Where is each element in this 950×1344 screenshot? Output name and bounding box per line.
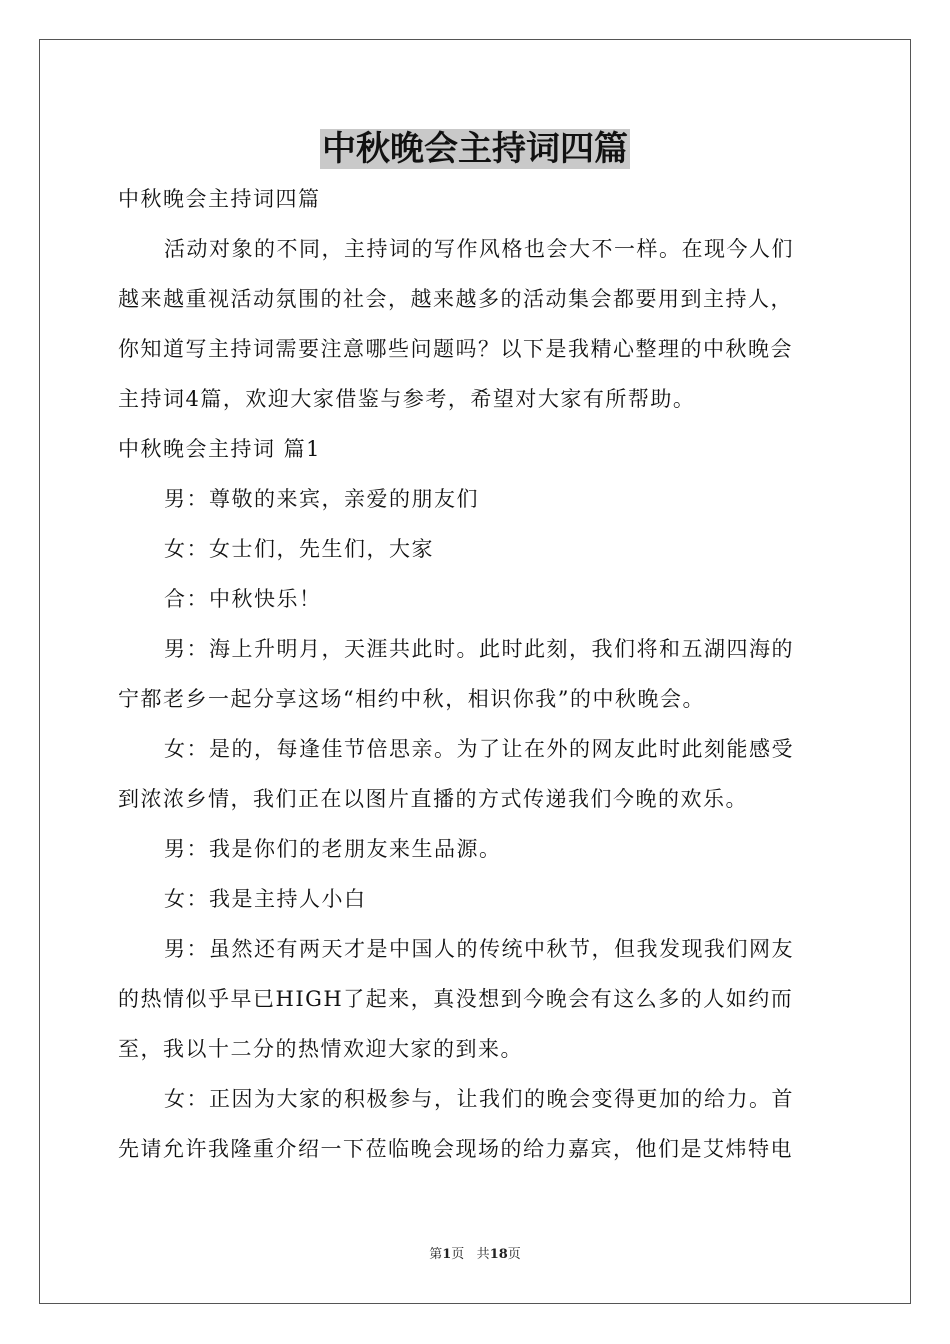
page-footer (0, 1246, 950, 1264)
intro-line: 主持词4篇，欢迎大家借鉴与参考，希望对大家有所帮助。 (118, 387, 696, 411)
total-prefix: 共 (476, 1247, 490, 1262)
dialogue-line: 宁都老乡一起分享这场“相约中秋，相识你我”的中秋晚会。 (118, 687, 705, 711)
dialogue-line: 先请允许我隆重介绍一下莅临晚会现场的给力嘉宾，他们是艾炜特电 (118, 1137, 793, 1161)
dialogue-line: 的热情似乎早已HIGH了起来，真没想到今晚会有这么多的人如约而 (118, 987, 794, 1011)
page-prefix: 第 (429, 1247, 443, 1262)
total-pages: 18 (489, 1247, 508, 1262)
page-number: 1 (442, 1247, 452, 1262)
page-suffix: 页 (451, 1247, 465, 1262)
dialogue-line: 男：虽然还有两天才是中国人的传统中秋节，但我发现我们网友 (164, 937, 794, 961)
dialogue-line: 男：尊敬的来宾，亲爱的朋友们 (164, 487, 479, 511)
intro-line: 活动对象的不同，主持词的写作风格也会大不一样。在现今人们 (164, 237, 794, 261)
section-heading: 中秋晚会主持词 篇1 (118, 437, 322, 461)
dialogue-line: 男：我是你们的老朋友来生品源。 (164, 837, 502, 861)
intro-line: 你知道写主持词需要注意哪些问题吗？以下是我精心整理的中秋晚会 (118, 337, 793, 361)
document-title (0, 127, 950, 171)
dialogue-line: 女：女士们，先生们，大家 (164, 537, 434, 561)
total-suffix: 页 (507, 1247, 521, 1262)
dialogue-line: 至，我以十二分的热情欢迎大家的到来。 (118, 1037, 523, 1061)
dialogue-line: 女：正因为大家的积极参与，让我们的晚会变得更加的给力。首 (164, 1087, 794, 1111)
intro-line: 越来越重视活动氛围的社会，越来越多的活动集会都要用到主持人， (118, 287, 793, 311)
document-title-text: 中秋晚会主持词四篇 (322, 129, 628, 169)
dialogue-line: 到浓浓乡情，我们正在以图片直播的方式传递我们今晚的欢乐。 (118, 787, 748, 811)
dialogue-line: 合：中秋快乐！ (164, 587, 322, 611)
dialogue-line: 女：我是主持人小白 (164, 887, 367, 911)
document-subtitle: 中秋晚会主持词四篇 (118, 187, 321, 211)
document-body (118, 174, 838, 1174)
dialogue-line: 女：是的，每逢佳节倍思亲。为了让在外的网友此时此刻能感受 (164, 737, 794, 761)
dialogue-line: 男：海上升明月，天涯共此时。此时此刻，我们将和五湖四海的 (164, 637, 794, 661)
